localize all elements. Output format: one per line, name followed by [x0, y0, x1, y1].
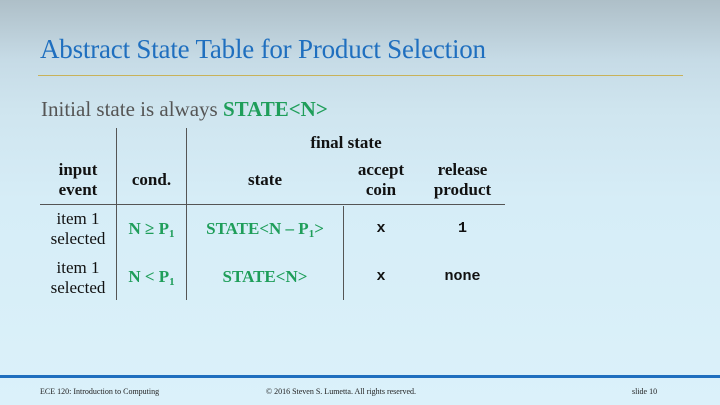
row-accept-coin: x	[376, 220, 386, 237]
row-condition	[117, 219, 186, 239]
row-accept-coin: x	[376, 268, 386, 285]
header-accept-coin	[344, 160, 418, 200]
title-divider	[38, 75, 683, 76]
footer-divider	[0, 375, 720, 378]
header-input-event	[40, 160, 116, 200]
event-line2: selected	[50, 278, 106, 297]
header-input-line2: event	[58, 180, 98, 199]
footer-slide-number: slide 10	[632, 387, 658, 396]
header-final-state: final state	[310, 133, 382, 152]
footer-copyright: © 2016 Steven S. Lumetta. All rights reserved.	[266, 387, 417, 396]
state-close: >	[314, 219, 324, 238]
cond-subscript: 1	[169, 228, 175, 240]
row-release-product: none	[444, 268, 481, 285]
header-release-product	[420, 160, 505, 200]
cond-text: N < P	[128, 267, 170, 286]
state-text: STATE<N – P	[206, 219, 309, 238]
event-line1: item 1	[56, 258, 100, 277]
table-divider	[40, 204, 505, 205]
cond-subscript: 1	[169, 276, 175, 288]
header-release-line1: release	[437, 160, 488, 179]
row-next-state	[187, 219, 343, 239]
row-release-product: 1	[457, 220, 467, 237]
subtitle	[41, 97, 328, 122]
event-line1: item 1	[56, 209, 100, 228]
subtitle-text: Initial state is always	[41, 97, 223, 121]
slide-title: Abstract State Table for Product Selection	[40, 34, 486, 64]
state-subscript: 1	[308, 228, 315, 240]
header-release-line2: product	[433, 180, 492, 199]
event-line2: selected	[50, 229, 106, 248]
initial-state: STATE<N>	[222, 97, 328, 121]
header-state: state	[248, 170, 282, 189]
header-accept-line2: coin	[365, 180, 397, 199]
row-condition	[117, 267, 186, 287]
header-input-line1: input	[58, 160, 98, 179]
row-input-event	[40, 209, 116, 249]
cond-text: N ≥ P	[128, 219, 169, 238]
footer-course: ECE 120: Introduction to Computing	[40, 387, 160, 396]
header-cond: cond.	[131, 170, 172, 189]
header-accept-line1: accept	[357, 160, 405, 179]
row-input-event	[40, 258, 116, 298]
row-next-state: STATE<N>	[222, 267, 308, 286]
